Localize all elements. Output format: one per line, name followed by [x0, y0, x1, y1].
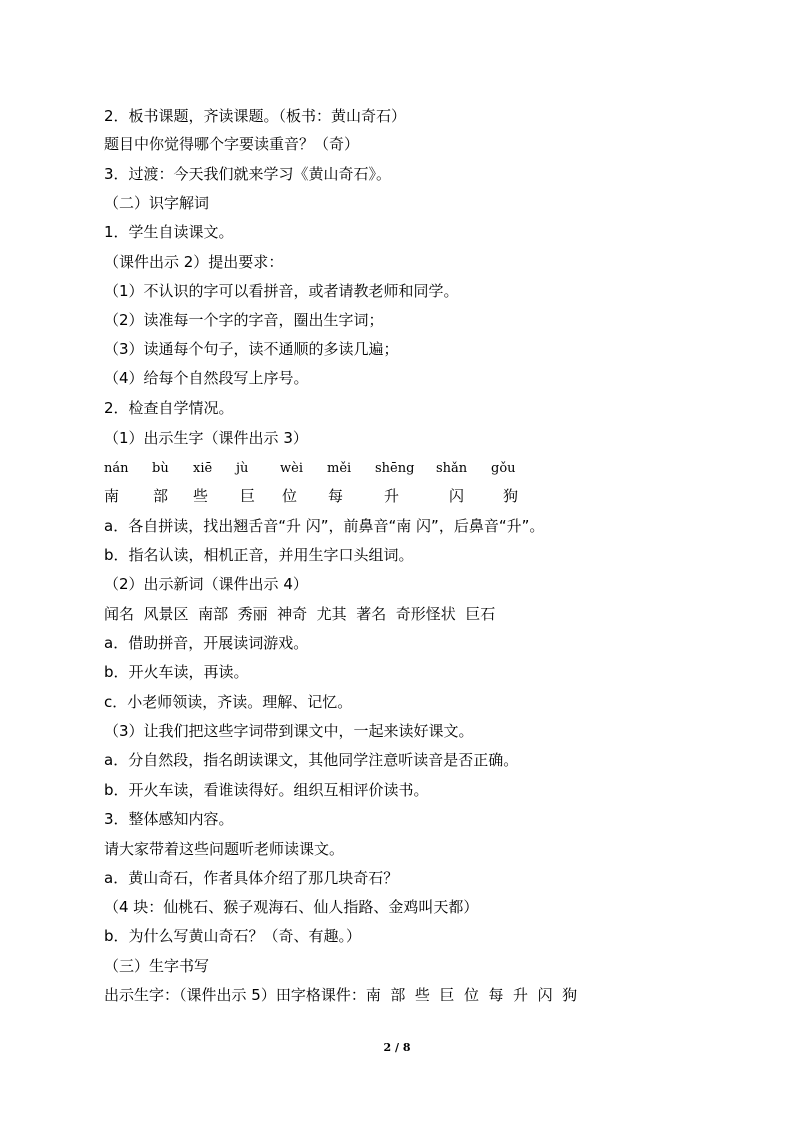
text-line: a．分自然段，指名朗读课文，其他同学注意听读音是否正确。: [104, 751, 519, 769]
character: 巨: [240, 487, 256, 505]
text-line: （2）出示新词（课件出示 4）: [104, 575, 308, 593]
pinyin-row: [0, 460, 794, 482]
text-line: a．借助拼音，开展读词游戏。: [104, 634, 309, 652]
text-line: （2）读准每一个字的字音，圈出生字词；: [104, 311, 384, 329]
text-line: 2．检查自学情况。: [104, 399, 234, 417]
text-line: （4 块：仙桃石、猴子观海石、仙人指路、金鸡叫天都）: [104, 898, 479, 916]
page-number: 2 / 8: [383, 1041, 411, 1054]
text-line: c．小老师领读，齐读。理解、记忆。: [104, 693, 353, 711]
pinyin-label: shēng: [375, 461, 415, 476]
pinyin-label: xiē: [193, 461, 213, 476]
text-line: （1）不认识的字可以看拼音，或者请教老师和同学。: [104, 282, 459, 300]
character: 狗: [503, 487, 519, 505]
text-line: （3）读通每个句子，读不通顺的多读几遍；: [104, 340, 399, 358]
text-line: 3．整体感知内容。: [104, 810, 234, 828]
pinyin-label: nán: [104, 461, 129, 476]
text-line: a．黄山奇石，作者具体介绍了那几块奇石？: [104, 869, 399, 887]
text-line: b．指名认读，相机正音，并用生字口头组词。: [104, 546, 414, 564]
pinyin-label: shǎn: [436, 461, 468, 476]
text-line: （4）给每个自然段写上序号。: [104, 369, 309, 387]
character: 升: [384, 487, 400, 505]
text-line: b．开火车读，看谁读得好。组织互相评价读书。: [104, 781, 429, 799]
character: 每: [328, 487, 344, 505]
pinyin-label: měi: [327, 461, 352, 476]
character-row: [0, 486, 794, 508]
character: 部: [153, 487, 169, 505]
character: 闪: [449, 487, 465, 505]
text-line: （3）让我们把这些字词带到课文中，一起来读好课文。: [104, 722, 474, 740]
text-line: 出示生字：（课件出示 5）田字格课件：南 部 些 巨 位 每 升 闪 狗: [104, 986, 578, 1004]
pinyin-label: wèi: [280, 461, 303, 476]
text-line: （课件出示 2）提出要求：: [104, 253, 284, 271]
word-list: 闻名 风景区 南部 秀丽 神奇 尤其 著名 奇形怪状 巨石: [104, 605, 496, 623]
text-line: （1）出示生字（课件出示 3）: [104, 429, 308, 447]
text-line: 请大家带着这些问题听老师读课文。: [104, 840, 345, 858]
text-line: b．为什么写黄山奇石？（奇、有趣。）: [104, 927, 362, 945]
character: 位: [282, 487, 298, 505]
section-heading: （二）识字解词: [104, 194, 210, 212]
text-line: 1．学生自读课文。: [104, 223, 234, 241]
text-line: a．各自拼读，找出翘舌音“升 闪”，前鼻音“南 闪”，后鼻音“升”。: [104, 517, 545, 535]
pinyin-label: gǒu: [491, 461, 516, 476]
pinyin-label: bù: [152, 461, 169, 476]
pinyin-label: jù: [236, 461, 249, 476]
section-heading: （三）生字书写: [104, 957, 210, 975]
text-line: 2．板书课题，齐读课题。（板书：黄山奇石）: [104, 107, 407, 125]
text-line: 3．过渡：今天我们就来学习《黄山奇石》。: [104, 165, 392, 183]
character: 南: [104, 487, 120, 505]
text-line: 题目中你觉得哪个字要读重音？（奇）: [104, 135, 360, 153]
character: 些: [193, 487, 209, 505]
text-line: b．开火车读，再读。: [104, 663, 249, 681]
